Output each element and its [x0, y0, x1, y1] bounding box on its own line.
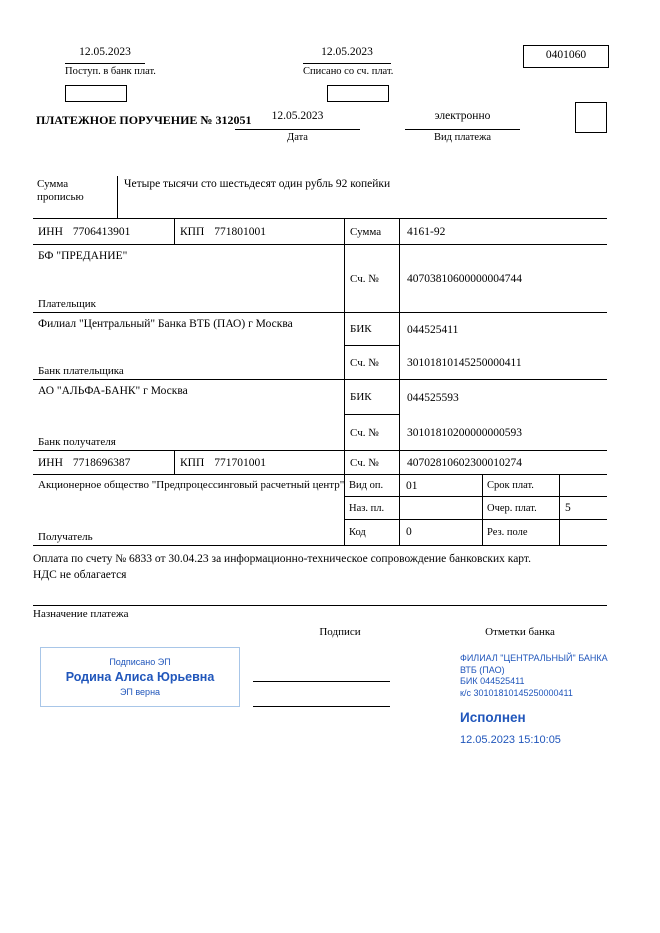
- payee-section-label: Получатель: [38, 531, 93, 543]
- payee-cell: [33, 475, 345, 545]
- payer-inn-label: ИНН: [38, 225, 63, 238]
- payer-section-label: Плательщик: [38, 298, 96, 310]
- signature-stamp-line1: Подписано ЭП: [109, 657, 171, 667]
- document-date: 12.05.2023: [235, 110, 360, 130]
- table-row-payer-bank: [33, 313, 607, 380]
- payer-bank-bik: 044525411: [407, 323, 459, 336]
- signature-line-1: [253, 681, 390, 682]
- payer-bank-name: Филиал "Центральный" Банка ВТБ (ПАО) г Москва: [38, 318, 293, 330]
- code: 0: [400, 520, 483, 545]
- purpose-code: [400, 497, 483, 518]
- payer-bank-account-label: Сч. №: [345, 346, 400, 379]
- amount-label: Сумма: [345, 219, 400, 244]
- table-row-payee: [33, 475, 607, 546]
- payer-inn: 7706413901: [72, 225, 131, 238]
- bank-stamp-bik: БИК 044525411: [460, 676, 525, 687]
- payee-inn-cell: [33, 451, 175, 474]
- form-code: 0401060: [523, 45, 609, 68]
- amount-words-label-line2: прописью: [37, 191, 84, 204]
- op-kind: 01: [400, 475, 483, 496]
- payee-bank-bik-label: БИК: [345, 380, 400, 415]
- payee-bank-name: АО "АЛЬФА-БАНК" г Москва: [38, 385, 188, 397]
- purpose-code-row: [345, 497, 607, 519]
- op-kind-label: Вид оп.: [345, 475, 400, 496]
- payee-inn-label: ИНН: [38, 456, 63, 469]
- table-row-payee-inn: [33, 451, 607, 475]
- payer-kpp-cell: [175, 219, 345, 244]
- payment-kind-label: Вид платежа: [433, 132, 491, 143]
- purpose-divider: [33, 605, 607, 606]
- purpose-code-label: Наз. пл.: [345, 497, 400, 518]
- received-date: 12.05.2023: [65, 46, 145, 64]
- payer-bank-bik-row: [345, 313, 607, 346]
- payer-account-label: Сч. №: [345, 245, 400, 312]
- payee-bank-right: [345, 380, 607, 450]
- reserve-label: Рез. поле: [483, 520, 560, 545]
- amount-value: 4161-92: [407, 225, 446, 238]
- payee-account: 40702810602300010274: [407, 456, 522, 469]
- debited-date: 12.05.2023: [303, 46, 391, 64]
- payee-bank-account: 30101810200000000593: [407, 426, 522, 439]
- bank-stamp-status: Исполнен: [460, 709, 526, 725]
- signature-stamp-line3: ЭП верна: [119, 687, 161, 697]
- purpose-line1: Оплата по счету № 6833 от 30.04.23 за информационно-техническое сопровождение банковских карт.: [33, 553, 531, 565]
- purpose-section-label: Назначение платежа: [33, 608, 129, 620]
- payee-inn: 7718696387: [72, 456, 131, 469]
- signature-stamp: [40, 647, 240, 707]
- amount-words: Четыре тысячи сто шестьдесят один рубль 92 копейки: [124, 178, 391, 190]
- payee-kpp-cell: [175, 451, 345, 474]
- payer-bank-account-row: [345, 346, 607, 379]
- priority: 5: [565, 502, 571, 515]
- received-date-label: Поступ. в банк плат.: [65, 66, 156, 77]
- op-kind-row: [345, 475, 607, 497]
- bank-marks-label: Отметки банка: [485, 626, 555, 638]
- table-row-amount-words: [33, 176, 607, 219]
- pay-term-label: Срок плат.: [483, 475, 560, 496]
- table-row-payer-inn: [33, 219, 607, 245]
- document-title: ПЛАТЕЖНОЕ ПОРУЧЕНИЕ № 312051: [36, 113, 252, 127]
- payee-bank-account-row: [345, 415, 607, 450]
- signature-stamp-name: Родина Алиса Юрьевна: [65, 670, 215, 684]
- payer-inn-cell: [33, 219, 175, 244]
- payer-kpp: 771801001: [214, 225, 267, 238]
- payee-kpp-label: КПП: [180, 456, 205, 469]
- code-row: [345, 520, 607, 545]
- payment-table: [33, 176, 607, 546]
- bank-stamp-datetime: 12.05.2023 15:10:05: [460, 734, 561, 747]
- payer-cell: [33, 245, 345, 312]
- code-label: Код: [345, 520, 400, 545]
- payee-bank-bik-row: [345, 380, 607, 415]
- payee-bank-cell: [33, 380, 345, 450]
- bank-stamp-bank-line1: ФИЛИАЛ "ЦЕНТРАЛЬНЫЙ" БАНКА: [460, 653, 608, 663]
- pay-term: [560, 475, 607, 496]
- payment-kind: электронно: [405, 110, 520, 130]
- payee-right: [345, 475, 607, 545]
- debited-date-label: Списано со сч. плат.: [303, 66, 394, 77]
- payer-account: 40703810600000004744: [407, 272, 522, 285]
- table-row-payer: [33, 245, 607, 313]
- signatures-label: Подписи: [319, 626, 361, 638]
- payee-bank-account-label: Сч. №: [345, 415, 400, 450]
- reserve: [560, 520, 607, 545]
- payer-bank-cell: [33, 313, 345, 379]
- payer-bank-bik-label: БИК: [345, 313, 400, 346]
- amount-words-label-line1: Сумма: [37, 178, 69, 190]
- payee-account-label: Сч. №: [345, 451, 400, 474]
- amount-words-label: [33, 176, 118, 218]
- purpose-text: [33, 552, 607, 583]
- priority-label: Очер. плат.: [483, 497, 560, 518]
- payer-bank-section-label: Банк плательщика: [38, 365, 124, 377]
- empty-code-box: [575, 102, 607, 133]
- payer-kpp-label: КПП: [180, 225, 205, 238]
- payer-bank-account: 30101810145250000411: [407, 356, 522, 369]
- debited-date-box: [327, 85, 389, 102]
- payee-name: Акционерное общество "Предпроцессинговый расчетный центр": [38, 479, 345, 491]
- received-date-box: [65, 85, 127, 102]
- signature-line-2: [253, 706, 390, 707]
- table-row-payee-bank: [33, 380, 607, 451]
- purpose-line2: НДС не облагается: [33, 568, 127, 581]
- bank-stamp-corr-account: к/с 30101810145250000411: [460, 688, 573, 699]
- bank-stamp: [460, 653, 610, 748]
- payer-name: БФ "ПРЕДАНИЕ": [38, 250, 128, 262]
- payee-bank-bik: 044525593: [407, 391, 459, 404]
- payee-bank-section-label: Банк получателя: [38, 436, 116, 448]
- payee-kpp: 771701001: [214, 456, 267, 469]
- bank-stamp-bank-line2: ВТБ (ПАО): [460, 664, 505, 675]
- payer-bank-right: [345, 313, 607, 379]
- document-date-label: Дата: [287, 132, 308, 143]
